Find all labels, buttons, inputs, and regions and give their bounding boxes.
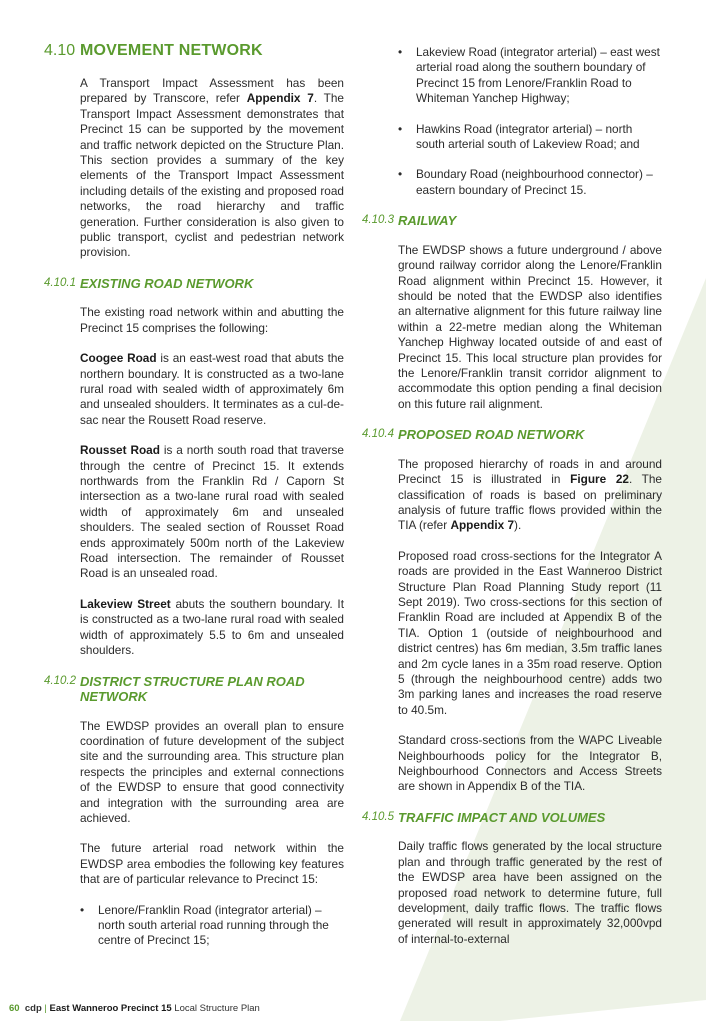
subsection-heading-traffic-impact [362,810,662,826]
subsection-number: 4.10.1 [44,276,76,289]
subsection-title: DISTRICT STRUCTURE PLAN ROAD NETWORK [80,673,305,704]
brand-name: cdp [24,1003,42,1014]
proposed-road-paragraph-2: Proposed road cross-sections for the Integrator A roads are provided in the East Wanneroo District Structure Plan Road Planning Study report (11 Sept 2019). Two cross-sections for this section of Franklin Road are included at Appendix B of the TIA. Option 1 (outside of neighbourhood and district centres) has 6m median, 3.5m traffic lanes and 2m cycle lanes in a 35m road reserve. Option 5 (through the neighbourhood centre) adds two 3m parking lanes and increases the road reserve to 40.5m. [398,548,662,717]
lakeview-street-paragraph: Lakeview Street abuts the southern boundary. It is constructed as a two-lane rural road with sealed width of approximately 5.5 to 6m and unsealed shoulders. [80,596,344,658]
list-item: • Lakeview Road (integrator arterial) – east west arterial road along the southern boundary of Precinct 15 from Lenore/Franklin Road to Whiteman Yanchep Highway; [398,45,660,106]
rousset-road-paragraph: Rousset Road is a north south road that traverse through the centre of Precinct 15. It extends northwards from the Franklin Rd / Caporn St intersection as a two-lane rural road with sealed width of approximately 6m and unsealed shoulders. The sealed section of Rousset Road ends approximately 500m north of the Lakeview Road intersection. The remainder of Rousset Road is an unsealed road. [80,443,344,581]
subsection-heading-railway [362,213,662,229]
footer-separator: | [44,1003,47,1014]
subsection-title: PROPOSED ROAD NETWORK [398,427,585,443]
section-title: MOVEMENT NETWORK [80,42,263,59]
bullet-icon: • [398,121,403,136]
section-heading [44,42,344,60]
list-item: • Lenore/Franklin Road (integrator arterial) – north south arterial road running through the centre of Precinct 15; [80,902,329,948]
intro-paragraph: A Transport Impact Assessment has been prepared by Transcore, refer Appendix 7. The Transport Impact Assessment demonstrates that Precinct 15 can be supported by the movement and traffic network depicted on the Structure Plan. This section provides a summary of the key elements of the Transport Impact Assessment including details of the existing and proposed road networks, the road hierarchy and traffic generation. Further consideration is also given to public transport, cyclist and pedestrian network provision. [80,76,344,260]
district-plan-paragraph-2: The future arterial road network within the EWDSP area embodies the following key features that are of particular relevance to Precinct 15: [80,841,344,887]
page-number: 60 [9,1003,20,1014]
subsection-number: 4.10.5 [362,810,394,823]
arterial-road-list [80,903,344,949]
appendix-ref: Appendix 7 [450,518,515,533]
arterial-road-list-continued [398,45,662,198]
document-suffix: Local Structure Plan [171,1003,260,1014]
subsection-number: 4.10.3 [362,214,394,227]
district-plan-paragraph-1: The EWDSP provides an overall plan to ensure coordination of future development of the subject site and the surrounding area. This structure plan respects the principles and external connections of the EWDSP to ensure that good connectivity and integration with the surrounding area are achieved. [80,718,344,825]
left-column [44,42,344,964]
section-number: 4.10 [44,42,76,59]
railway-paragraph: The EWDSP shows a future underground / above ground railway corridor along the Lenore/Franklin Road alignment within Precinct 15. However, it should be noted that the EWDSP also identifies an alternative alignment for this future railway line within a 22-metre median along the Whiteman Yanchep Highway located outside of and east of Precinct 15. This local structure plan provides for the Lenore/Franklin transit corridor alignment to accommodate this option pending a final decision on this future rail alignment. [398,242,662,411]
bullet-icon: • [398,45,403,59]
appendix-ref: Appendix 7 [246,91,314,106]
subsection-number: 4.10.2 [44,674,76,687]
right-column [362,45,662,962]
subsection-number: 4.10.4 [362,428,394,441]
subsection-title: TRAFFIC IMPACT AND VOLUMES [398,809,606,825]
subsection-heading-proposed-road [362,427,662,443]
bullet-icon: • [80,902,85,917]
subsection-heading-existing-road [44,276,344,292]
document-name: East Wanneroo Precinct 15 [49,1003,172,1014]
figure-ref: Figure 22 [570,472,629,487]
subsection-heading-district-plan [44,674,344,705]
page-footer [9,1003,260,1014]
traffic-impact-paragraph: Daily traffic flows generated by the local structure plan and through traffic generated by the rest of the EWDSP area have been assigned on the proposed road network to determine future, full development, daily traffic flows. The traffic flows generated will result in approximately 32,000vpd of internal-to-external [398,839,662,946]
coogee-road-paragraph: Coogee Road is an east-west road that abuts the northern boundary. It is constructed as a two-lane rural road with sealed width of approximately 6m and unsealed shoulders. It terminates as a cul-de-sac near the Rousett Road reserve. [80,351,344,427]
subsection-title: RAILWAY [398,213,457,229]
existing-road-lead: The existing road network within and abutting the Precinct 15 comprises the following: [80,305,344,335]
subsection-title: EXISTING ROAD NETWORK [80,275,254,291]
list-item: • Boundary Road (neighbourhood connector) – eastern boundary of Precinct 15. [398,167,653,197]
proposed-road-paragraph-1: The proposed hierarchy of roads in and around Precinct 15 is illustrated in Figure 22. The classification of roads is based on preliminary analysis of future traffic flows provided within the TIA (refer Appendix 7). [398,456,662,533]
proposed-road-paragraph-3: Standard cross-sections from the WAPC Liveable Neighbourhoods policy for the Integrator B, Neighbourhood Connectors and Access Streets are shown in Appendix B of the TIA. [398,733,662,794]
list-item: • Hawkins Road (integrator arterial) – north south arterial south of Lakeview Road; and [398,121,640,152]
bullet-icon: • [398,167,403,182]
